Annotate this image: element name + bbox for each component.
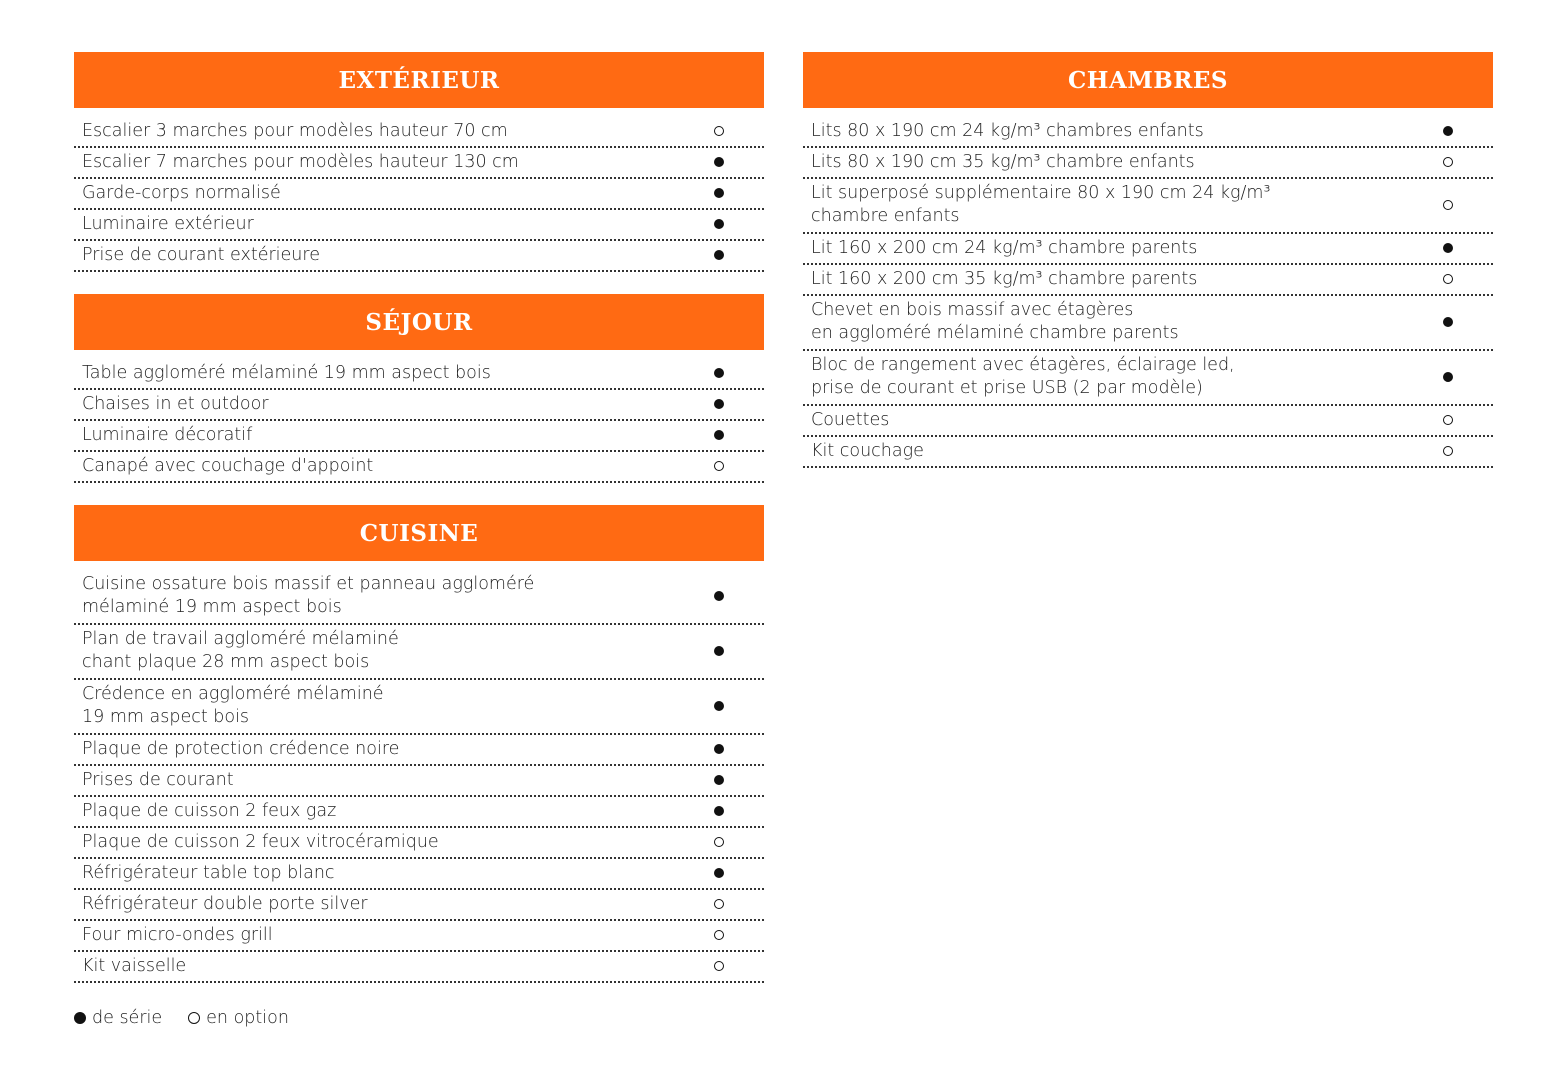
item-label: Plaque de cuisson 2 feux vitrocéramique <box>82 831 439 852</box>
list-item <box>803 265 1493 296</box>
filled-dot-icon <box>1443 317 1453 327</box>
list-item <box>803 179 1493 234</box>
list-item <box>803 406 1493 437</box>
filled-dot-icon <box>1443 126 1453 136</box>
filled-dot-icon <box>714 430 724 440</box>
open-dot-icon <box>188 1012 200 1024</box>
item-label: Couettes <box>811 409 890 430</box>
open-dot-icon <box>1443 157 1453 167</box>
section-title: CUISINE <box>74 505 764 561</box>
list-item <box>74 390 764 421</box>
list-item <box>74 921 764 952</box>
item-label: Lit 160 x 200 cm 35 kg/m³ chambre parents <box>811 268 1198 289</box>
filled-dot-icon <box>714 806 724 816</box>
list-item <box>74 828 764 859</box>
item-label: Table aggloméré mélaminé 19 mm aspect bois <box>82 362 491 383</box>
open-dot-icon <box>714 126 724 136</box>
item-label: Crédence en aggloméré mélaminé 19 mm aspect bois <box>82 684 384 727</box>
item-label: Cuisine ossature bois massif et panneau aggloméré mélaminé 19 mm aspect bois <box>82 574 535 617</box>
section-title: SÉJOUR <box>74 294 764 350</box>
right-column <box>803 52 1493 490</box>
item-label: Réfrigérateur table top blanc <box>82 862 335 883</box>
list-item <box>74 452 764 483</box>
list-item <box>74 680 764 735</box>
list-item <box>803 437 1493 468</box>
section-sejour <box>74 294 764 483</box>
open-dot-icon <box>1443 415 1453 425</box>
section-cuisine <box>74 505 764 983</box>
filled-dot-icon <box>714 744 724 754</box>
list-item <box>74 859 764 890</box>
list-item <box>74 421 764 452</box>
filled-dot-icon <box>1443 243 1453 253</box>
filled-dot-icon <box>714 219 724 229</box>
open-dot-icon <box>714 930 724 940</box>
section-title: EXTÉRIEUR <box>74 52 764 108</box>
item-label: Prises de courant <box>82 769 234 790</box>
open-dot-icon <box>714 961 724 971</box>
open-dot-icon <box>1443 274 1453 284</box>
list-item <box>74 359 764 390</box>
open-dot-icon <box>1443 200 1453 210</box>
list-item <box>74 766 764 797</box>
item-label: Plan de travail aggloméré mélaminé chant plaque 28 mm aspect bois <box>82 629 399 672</box>
list-item <box>74 210 764 241</box>
filled-dot-icon <box>74 1012 86 1024</box>
item-label: Lit superposé supplémentaire 80 x 190 cm 24 kg/m³ chambre enfants <box>811 183 1271 226</box>
list-item <box>74 952 764 983</box>
list-item <box>74 797 764 828</box>
section-chambres <box>803 52 1493 468</box>
filled-dot-icon <box>714 591 724 601</box>
list-item <box>803 117 1493 148</box>
legend-option-label: en option <box>206 1008 289 1028</box>
item-label: Luminaire décoratif <box>82 424 253 445</box>
item-label: Luminaire extérieur <box>82 213 254 234</box>
filled-dot-icon <box>714 157 724 167</box>
item-label: Lit 160 x 200 cm 24 kg/m³ chambre parents <box>811 237 1198 258</box>
filled-dot-icon <box>714 399 724 409</box>
left-column <box>74 52 764 1005</box>
filled-dot-icon <box>714 250 724 260</box>
filled-dot-icon <box>714 701 724 711</box>
item-label: Kit couchage <box>811 440 924 461</box>
legend <box>74 1008 315 1028</box>
section-title: CHAMBRES <box>803 52 1493 108</box>
item-label: Réfrigérateur double porte silver <box>82 893 368 914</box>
item-label: Lits 80 x 190 cm 24 kg/m³ chambres enfants <box>811 120 1204 141</box>
item-label: Lits 80 x 190 cm 35 kg/m³ chambre enfants <box>811 151 1195 172</box>
item-label: Chaises in et outdoor <box>82 393 269 414</box>
list-item <box>74 890 764 921</box>
item-label: Prise de courant extérieure <box>82 244 320 265</box>
list-item <box>803 351 1493 406</box>
item-label: Chevet en bois massif avec étagères en aggloméré mélaminé chambre parents <box>811 300 1179 343</box>
section-exterieur <box>74 52 764 272</box>
item-label: Kit vaisselle <box>82 955 187 976</box>
list-item <box>803 296 1493 351</box>
filled-dot-icon <box>714 188 724 198</box>
open-dot-icon <box>714 837 724 847</box>
list-item <box>74 117 764 148</box>
item-label: Canapé avec couchage d'appoint <box>82 455 374 476</box>
item-label: Plaque de protection crédence noire <box>82 738 400 759</box>
open-dot-icon <box>714 461 724 471</box>
open-dot-icon <box>1443 446 1453 456</box>
filled-dot-icon <box>714 775 724 785</box>
list-item <box>74 241 764 272</box>
item-label: Bloc de rangement avec étagères, éclairage led, prise de courant et prise USB (2 par modèle) <box>811 355 1235 398</box>
list-item <box>74 570 764 625</box>
open-dot-icon <box>714 899 724 909</box>
item-label: Plaque de cuisson 2 feux gaz <box>82 800 337 821</box>
list-item <box>74 179 764 210</box>
legend-serie-label: de série <box>92 1008 163 1028</box>
filled-dot-icon <box>714 646 724 656</box>
item-label: Escalier 7 marches pour modèles hauteur 130 cm <box>82 151 519 172</box>
legend-serie <box>74 1008 162 1028</box>
list-item <box>74 735 764 766</box>
list-item <box>803 234 1493 265</box>
list-item <box>803 148 1493 179</box>
list-item <box>74 625 764 680</box>
list-item <box>74 148 764 179</box>
filled-dot-icon <box>1443 372 1453 382</box>
item-label: Garde-corps normalisé <box>82 182 281 203</box>
item-label: Escalier 3 marches pour modèles hauteur 70 cm <box>82 120 508 141</box>
item-label: Four micro-ondes grill <box>82 924 273 945</box>
filled-dot-icon <box>714 868 724 878</box>
legend-option <box>188 1008 289 1028</box>
filled-dot-icon <box>714 368 724 378</box>
